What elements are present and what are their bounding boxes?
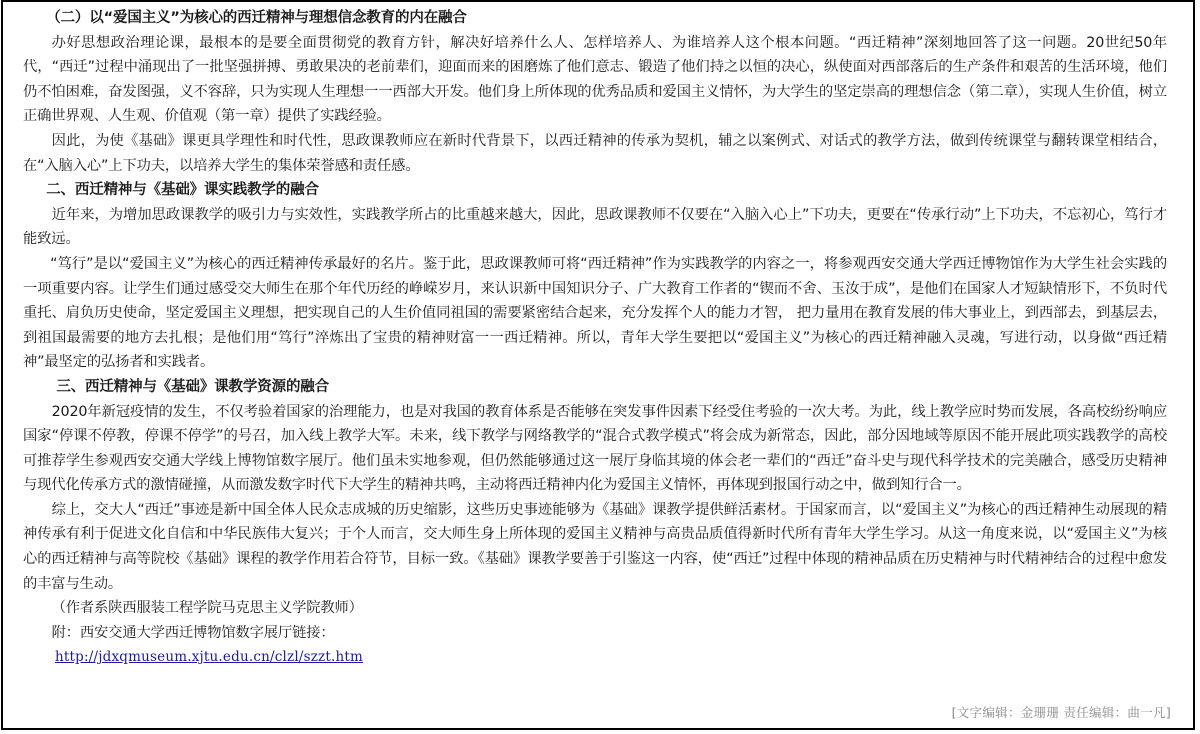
article-frame xyxy=(1,0,1195,730)
section-heading-1: （二）以“爱国主义”为核心的西迁精神与理想信念教育的内在融合 xyxy=(46,10,467,26)
section-heading-3: 三、西迁精神与《基础》课教学资源的融合 xyxy=(56,378,329,395)
editor-credits: [文字编辑：金珊珊 责任编辑：曲一凡] xyxy=(951,705,1171,720)
article-body xyxy=(3,2,1193,670)
paragraph: 办好思想政治理论课，最根本的是要全面贯彻党的教育方针，解决好培养什么人、怎样培养人、为谁培养人这个根本问题。“西迁精神”深刻地回答了这一问题。20世纪50年代，“西迁”过程中涌现出了一批坚强拼搏、勇敢果决的老前辈们，迎面而来的困磨炼了他们意志、锻造了他们持之以恒的决心，纵使面对西部落后的生产条件和艰苦的生活环境，他们仍不怕困难，奋发图强，义不容辞，只为实现人生理想一一西部大开发。他们身上所体现的优秀品质和爱国主义情怀，为大学生的坚定崇高的理想信念（第二章），实现人生价值，树立正确世界观、人生观、价值观（第一章）提供了实践经验。 xyxy=(23,34,1167,125)
paragraph: “笃行”是以“爱国主义”为核心的西迁精神传承最好的名片。鉴于此，思政课教师可将“西迁精神”作为实践教学的内容之一，将参观西安交通大学西迁博物馆作为大学生社会实践的一项重要内容。让学生们通过感受交大师生在那个年代历经的峥嵘岁月，来认识新中国知识分子、广大教育工作者的“锲而不舍、玉汝于成”，是他们在国家人才短缺情形下，不负时代重托、肩负历史使命，坚定爱国主义理想，把实现自己的人生价值同祖国的需要紧密结合起来，充分发挥个人的能力才智， 把力量用在教育发展的伟大事业上，到西部去，到基层去，到祖国最需要的地方去扎根；是他们用“笃行”淬炼出了宝贵的精神财富一一西迁精神。所以，青年大学生要把以“爱国主义”为核心的西迁精神融入灵魂，写进行动，以身做“西迁精神”最坚定的弘扬者和实践者。 xyxy=(23,255,1167,371)
appendix-label: 附：西安交通大学西迁博物馆数字展厅链接： xyxy=(51,624,335,641)
museum-link[interactable]: http://jdxqmuseum.xjtu.edu.cn/clzl/szzt.htm xyxy=(55,649,363,666)
paragraph: 2020年新冠疫情的发生，不仅考验着国家的治理能力，也是对我国的教育体系是否能够在突发事件因素下经受住考验的一次大考。为此，线上教学应时势而发展，各高校纷纷响应国家“停课不停教，停课不停学”的号召，加入线上教学大军。未来，线下教学与网络教学的“混合式教学模式”将会成为新常态，因此，部分因地域等原因不能开展此项实践教学的高校可推荐学生参观西安交通大学线上博物馆数字展厅。他们虽未实地参观，但仍然能够通过这一展厅身临其境的体会老一辈们的“西迁”奋斗史与现代科学技术的完美融合，感受历史精神与现代化传承方式的激情碰撞，从而激发数字时代下大学生的精神共鸣，主动将西迁精神内化为爱国主义情怀，再体现到报国行动之中，做到知行合一。 xyxy=(23,403,1167,494)
paragraph: 近年来，为增加思政课教学的吸引力与实效性，实践教学所占的比重越来越大，因此，思政课教师不仅要在“入脑入心上”下功夫，更要在“传承行动”上下功夫，不忘初心，笃行才能致远。 xyxy=(23,206,1167,248)
author-note: （作者系陕西服装工程学院马克思主义学院教师） xyxy=(51,600,363,617)
paragraph: 综上，交大人“西迁”事迹是新中国全体人民众志成城的历史缩影，这些历史事迹能够为《基础》课教学提供鲜活素材。于国家而言，以“爱国主义”为核心的西迁精神生动展现的精神传承有利于促进文化自信和中华民族伟大复兴；于个人而言，交大师生身上所体现的爱国主义精神与高贵品质值得新时代所有青年大学生学习。从这一角度来说，以“爱国主义”为核心的西迁精神与高等院校《基础》课程的教学作用若合符节，目标一致。《基础》课教学要善于引鉴这一内容，使“西迁”过程中体现的精神品质在历史精神与时代精神结合的过程中愈发的丰富与生动。 xyxy=(23,501,1167,592)
section-heading-2: 二、西迁精神与《基础》课实践教学的融合 xyxy=(46,182,319,199)
appendix-link-line xyxy=(23,645,1167,670)
paragraph: 因此，为使《基础》课更具学理性和时代性，思政课教师应在新时代背景下，以西迁精神的传承为契机，辅之以案例式、对话式的教学方法，做到传统课堂与翻转课堂相结合，在“入脑入心”上下功夫，以培养大学生的集体荣誉感和责任感。 xyxy=(23,132,1167,174)
